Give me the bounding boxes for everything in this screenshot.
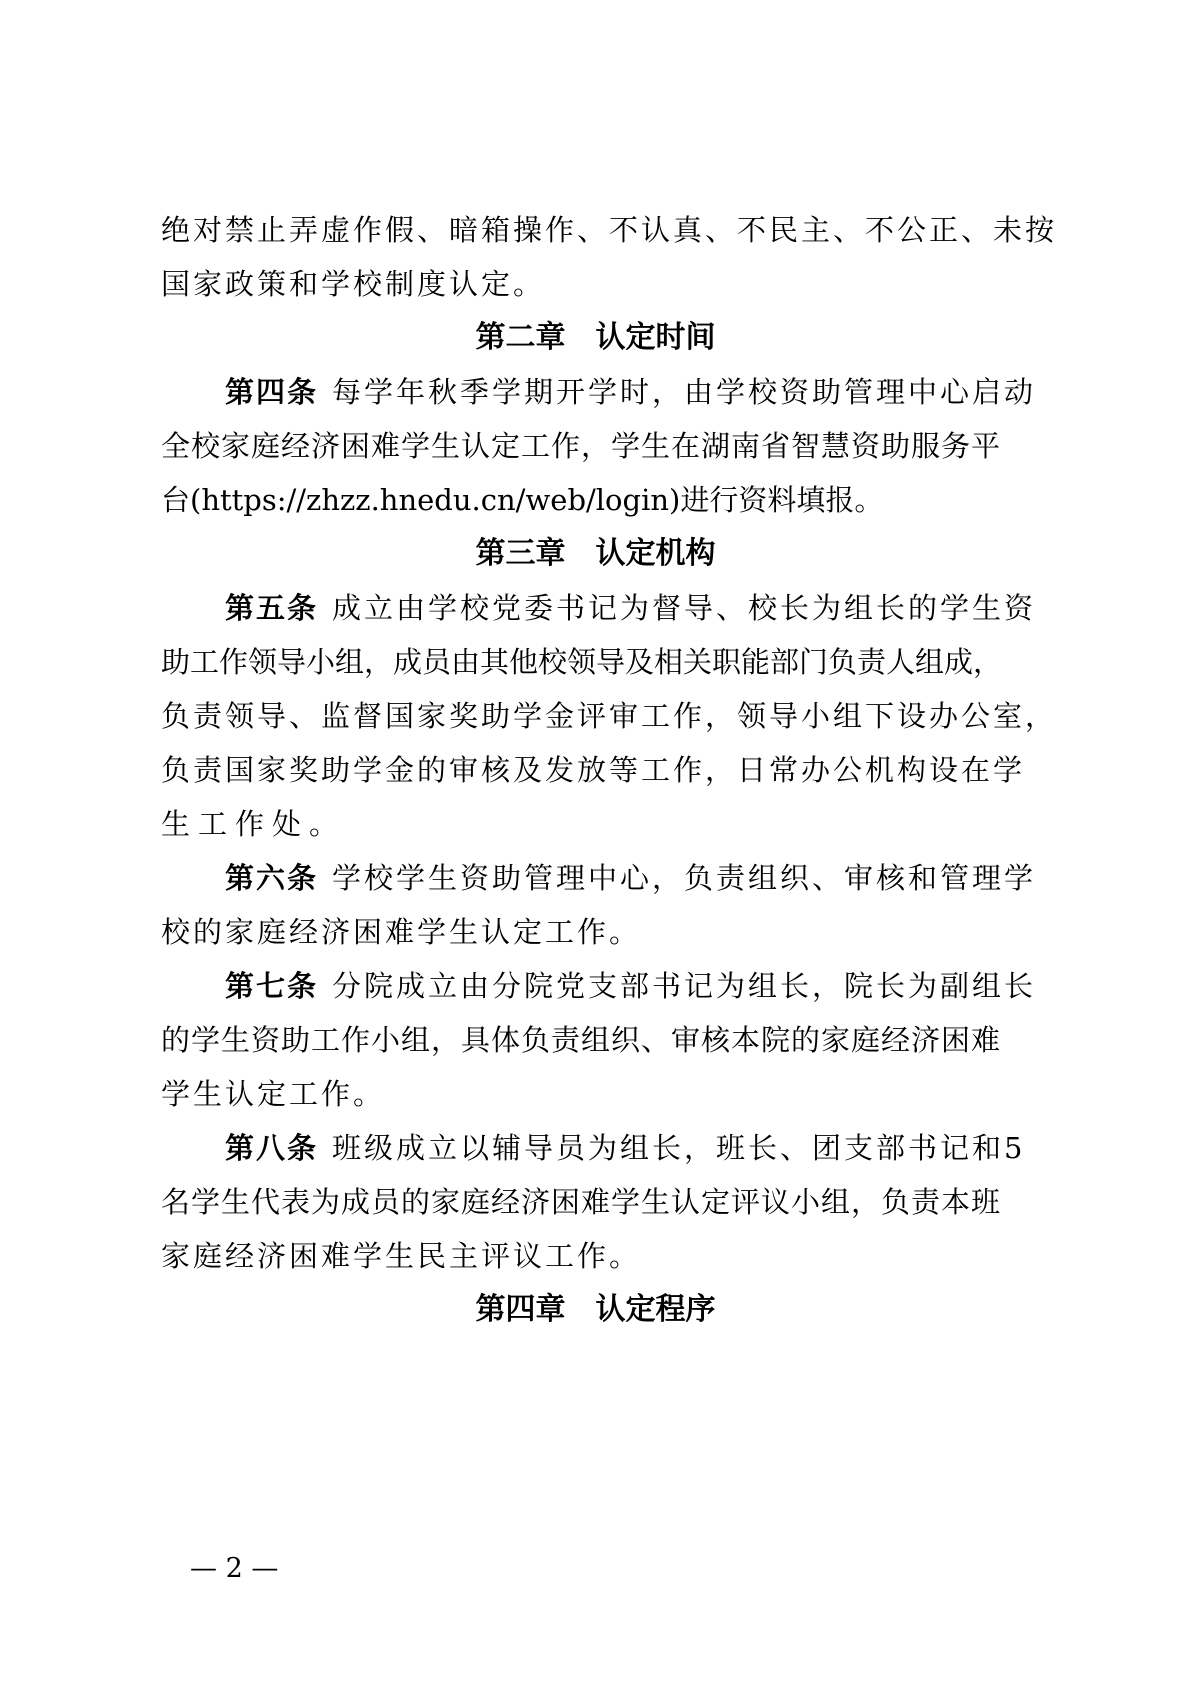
chapter-heading: 第三章 认定机构 — [475, 536, 716, 571]
body-line: 国家政策和学校制度认定。 — [161, 267, 546, 301]
article-6-line — [225, 858, 1125, 898]
article-7-line: 的学生资助工作小组，具体负责组织、审核本院的家庭经济困难 — [161, 1023, 1002, 1057]
article-text: 分院成立由分院党支部书记为组长，院长为副组长 — [332, 969, 1037, 1003]
article-text: 每学年秋季学期开学时，由学校资助管理中心启动 — [332, 375, 1037, 409]
article-5-line: 负责领导、监督国家奖助学金评审工作，领导小组下设办公室， — [161, 699, 1058, 733]
article-7-line — [225, 966, 1125, 1006]
article-text: 学校学生资助管理中心，负责组织、审核和管理学 — [332, 861, 1037, 895]
article-label: 第五条 — [225, 591, 319, 625]
article-7-line: 学生认定工作。 — [161, 1077, 386, 1111]
article-8-line — [225, 1128, 1125, 1168]
article-label: 第八条 — [225, 1131, 319, 1165]
article-label: 第七条 — [225, 969, 319, 1003]
article-4-line — [225, 372, 1125, 412]
body-line: 绝对禁止弄虚作假、暗箱操作、不认真、不民主、不公正、未按 — [161, 213, 1058, 247]
article-4-line: 全校家庭经济困难学生认定工作，学生在湖南省智慧资助服务平 — [161, 429, 1002, 463]
article-label: 第四条 — [225, 375, 319, 409]
article-5-line — [225, 588, 1125, 628]
article-text: 班级成立以辅导员为组长，班长、团支部书记和5 — [332, 1131, 1026, 1165]
article-8-line: 名学生代表为成员的家庭经济困难学生认定评议小组，负责本班 — [161, 1185, 1002, 1219]
article-5-line: 助工作领导小组，成员由其他校领导及相关职能部门负责人组成， — [161, 645, 1003, 679]
article-label: 第六条 — [225, 861, 319, 895]
article-4-line: 台(https://zhzz.hnedu.cn/web/login)进行资料填报。 — [161, 483, 884, 517]
article-5-line: 生工作处。 — [161, 807, 347, 841]
article-6-line: 校的家庭经济困难学生认定工作。 — [161, 915, 642, 949]
page-number: — 2 — — [190, 1553, 279, 1584]
chapter-heading: 第二章 认定时间 — [475, 320, 716, 355]
article-5-line: 负责国家奖助学金的审核及发放等工作，日常办公机构设在学 — [161, 753, 1026, 787]
article-8-line: 家庭经济困难学生民主评议工作。 — [161, 1239, 642, 1273]
chapter-heading: 第四章 认定程序 — [475, 1292, 716, 1327]
article-text: 成立由学校党委书记为督导、校长为组长的学生资 — [332, 591, 1037, 625]
